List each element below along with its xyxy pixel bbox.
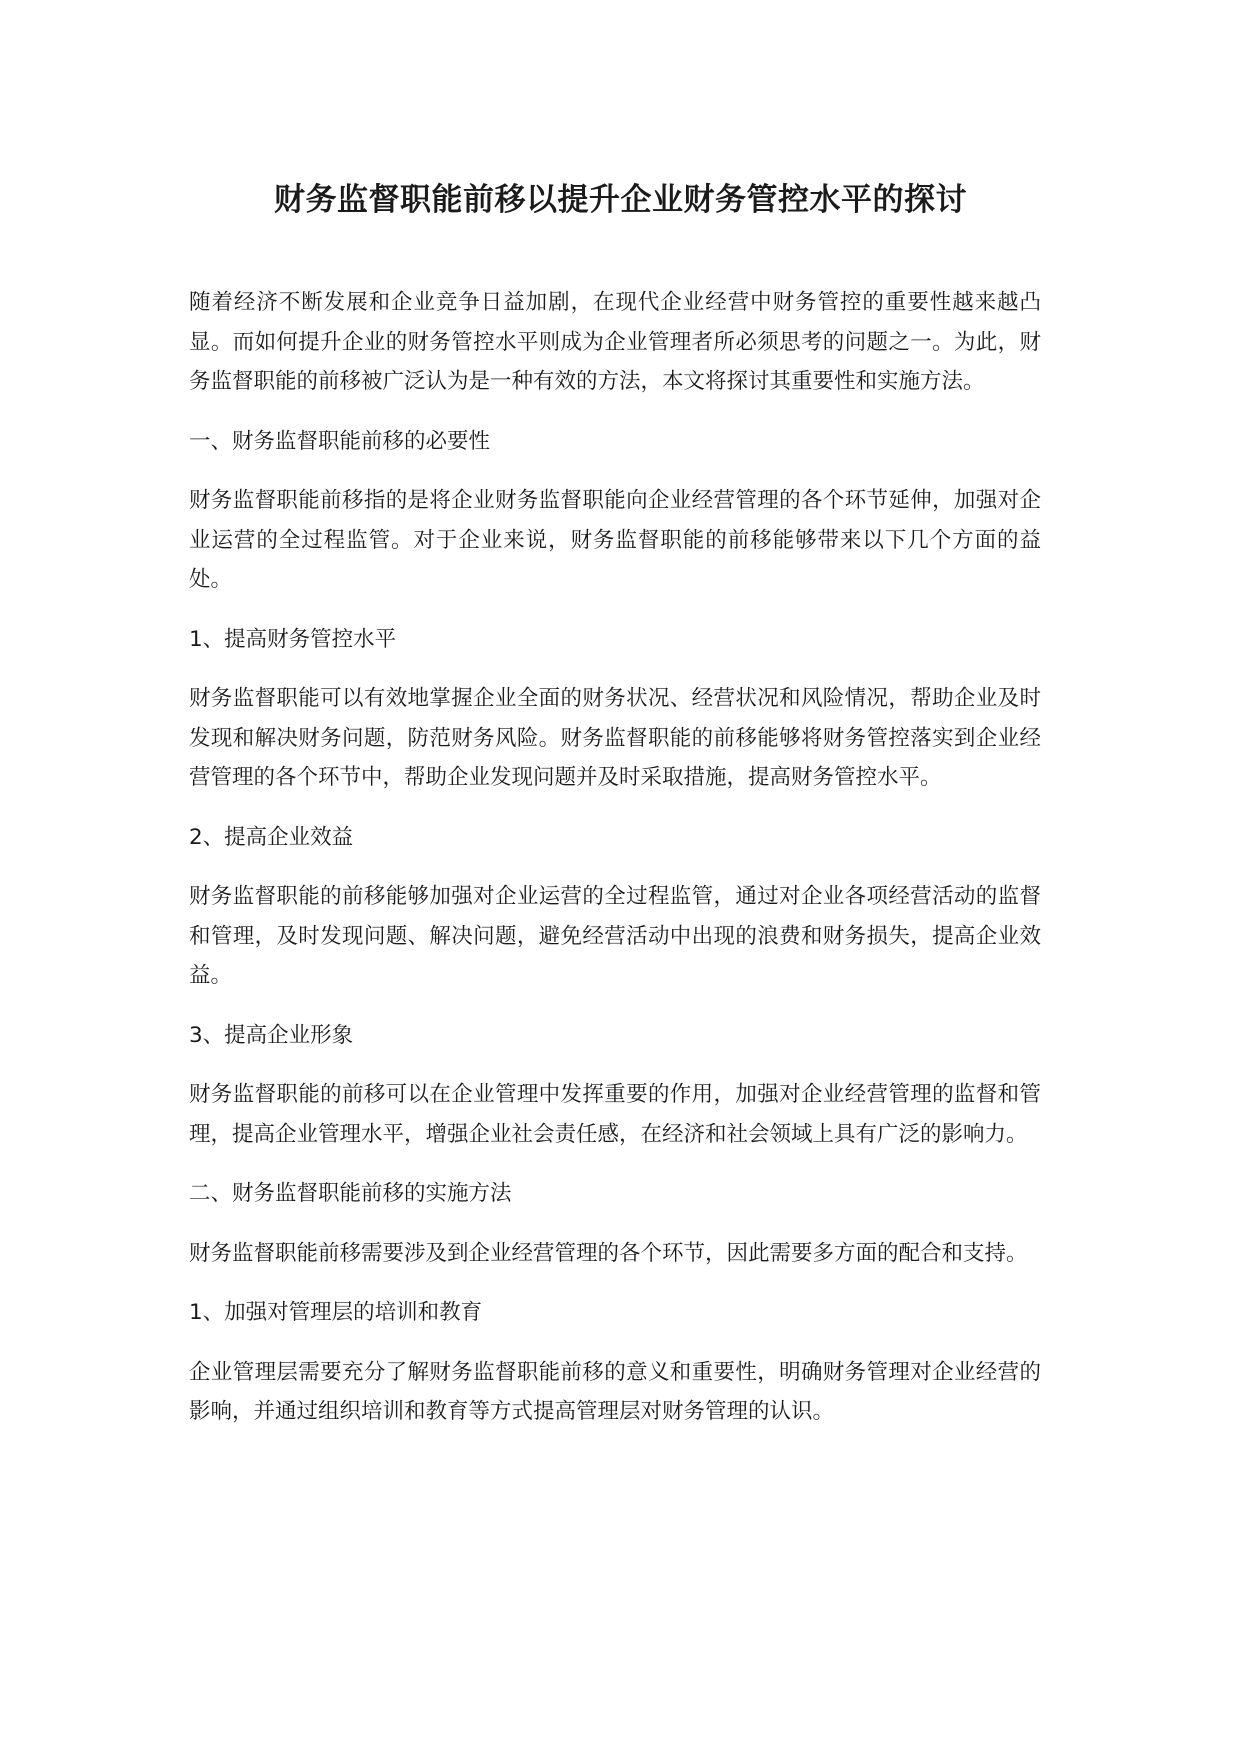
subheading-image: 3、提高企业形象: [189, 1022, 354, 1048]
document-body: [189, 283, 1041, 1452]
body-paragraph: 企业管理层需要充分了解财务监督职能前移的意义和重要性，明确财务管理对企业经营的影响，并通过组织培训和教育等方式提高管理层对财务管理的认识。: [189, 1359, 1041, 1424]
body-paragraph: 财务监督职能的前移可以在企业管理中发挥重要的作用，加强对企业经营管理的监督和管理，提高企业管理水平，增强企业社会责任感，在经济和社会领域上具有广泛的影响力。: [189, 1082, 1041, 1147]
body-paragraph: 财务监督职能前移需要涉及到企业经营管理的各个环节，因此需要多方面的配合和支持。: [189, 1240, 1028, 1266]
subheading-financial-control: 1、提高财务管控水平: [189, 626, 397, 652]
subheading-efficiency: 2、提高企业效益: [189, 824, 354, 850]
section-heading-methods: 二、财务监督职能前移的实施方法: [189, 1181, 512, 1206]
body-paragraph: 财务监督职能前移指的是将企业财务监督职能向企业经营管理的各个环节延伸，加强对企业运营的全过程监管。对于企业来说，财务监督职能的前移能够带来以下几个方面的益处。: [189, 488, 1041, 592]
body-paragraph: 财务监督职能可以有效地掌握企业全面的财务状况、经营状况和风险情况，帮助企业及时发现和解决财务问题，防范财务风险。财务监督职能的前移能够将财务管控落实到企业经营管理的各个环节中，帮助企业发现问题并及时采取措施，提高财务管控水平。: [189, 686, 1041, 790]
intro-paragraph: 随着经济不断发展和企业竞争日益加剧，在现代企业经营中财务管控的重要性越来越凸显。而如何提升企业的财务管控水平则成为企业管理者所必须思考的问题之一。为此，财务监督职能的前移被广泛认为是一种有效的方法，本文将探讨其重要性和实施方法。: [189, 290, 1041, 394]
body-paragraph: 财务监督职能的前移能够加强对企业运营的全过程监管，通过对企业各项经营活动的监督和管理，及时发现问题、解决问题，避免经营活动中出现的浪费和财务损失，提高企业效益。: [189, 884, 1041, 988]
document-title: 财务监督职能前移以提升企业财务管控水平的探讨: [274, 182, 967, 218]
section-heading-necessity: 一、财务监督职能前移的必要性: [189, 428, 491, 454]
subheading-training: 1、加强对管理层的培训和教育: [189, 1300, 483, 1325]
